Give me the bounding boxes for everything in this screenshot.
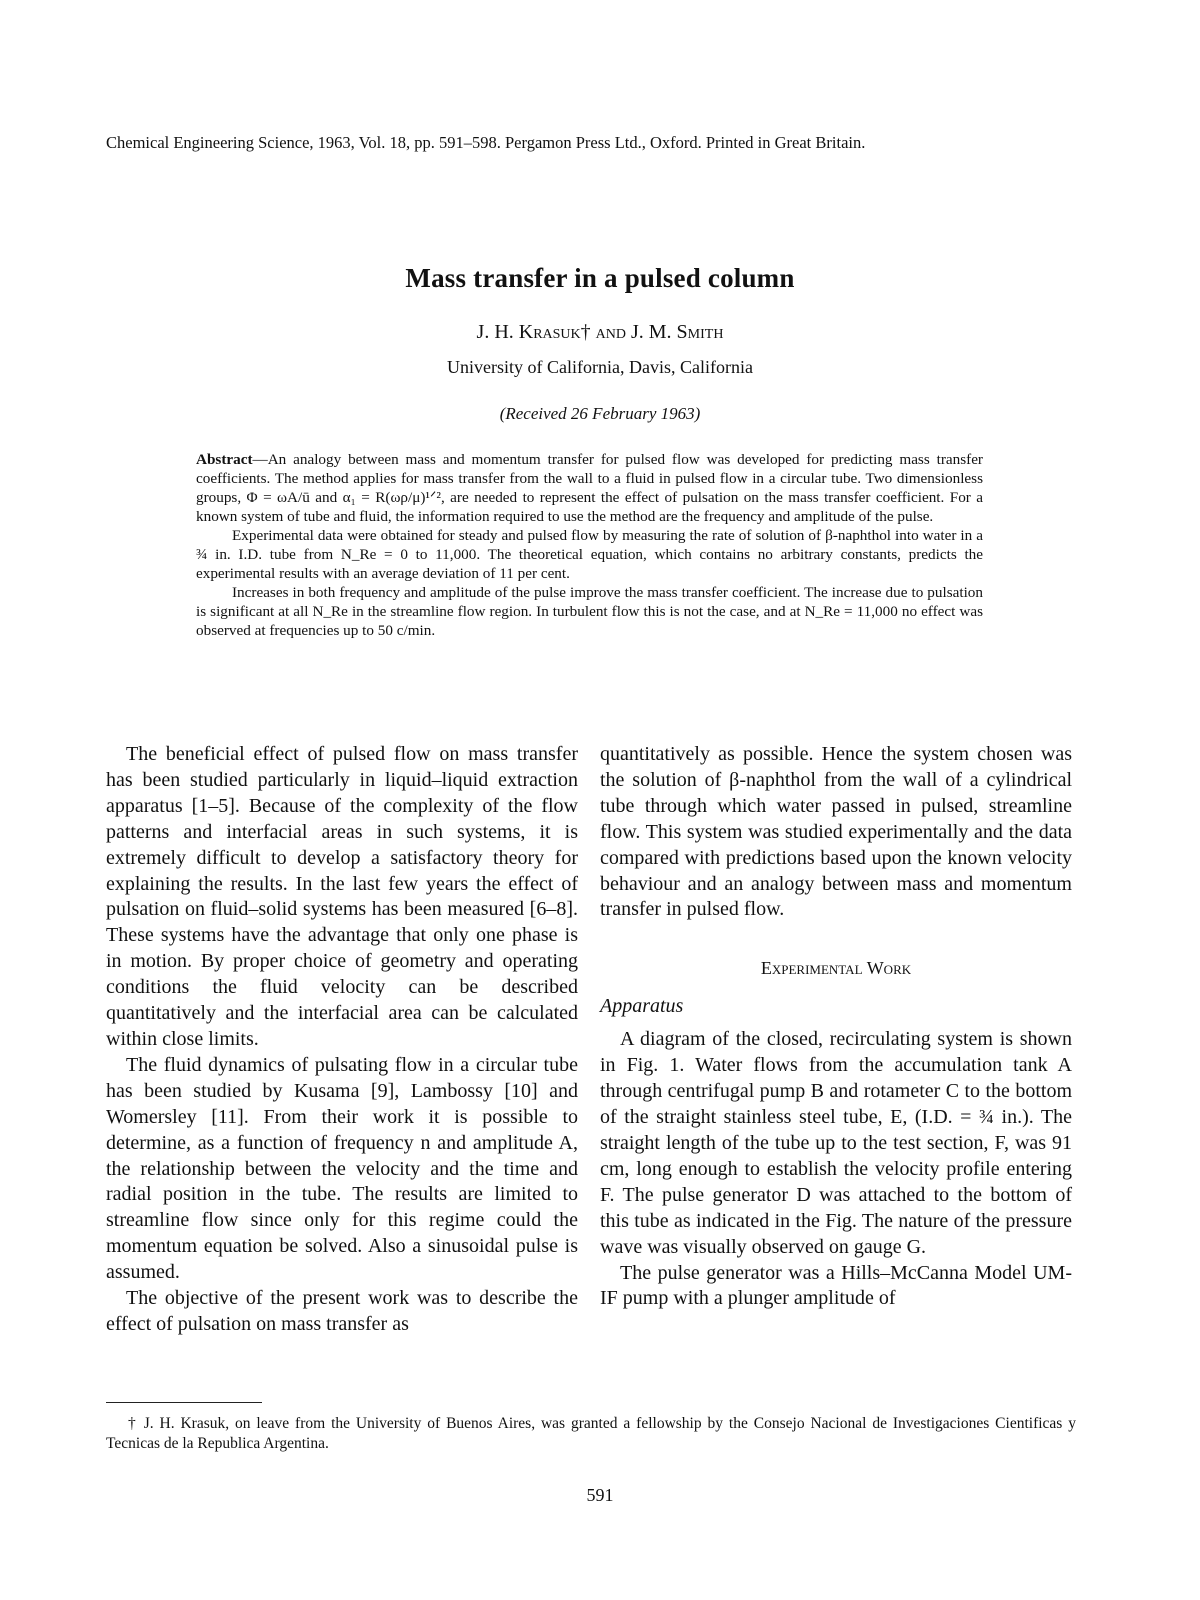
paper-title: Mass transfer in a pulsed column	[405, 263, 795, 293]
body-paragraph: The objective of the present work was to describe the effect of pulsation on mass transfer as	[106, 1287, 578, 1335]
left-column	[106, 742, 578, 1338]
authors: J. H. Krasuk† and J. M. Smith	[476, 321, 724, 343]
affiliation: University of California, Davis, California	[447, 357, 753, 377]
body-paragraph: A diagram of the closed, recirculating system is shown in Fig. 1. Water flows from the accumulation tank A through centrifugal pump B and rotameter C to the bottom of the straight stainless steel tube, E, (I.D. = ¾ in.). The straight length of the tube up to the test section, F, was 91 cm, long enough to establish the velocity profile entering F. The pulse generator D was attached to the bottom of this tube as indicated in the Fig. The nature of the pressure wave was visually observed on gauge G.	[600, 1028, 1072, 1258]
received-date: (Received 26 February 1963)	[499, 404, 701, 423]
subsection-heading: Apparatus	[600, 995, 684, 1018]
right-column	[600, 742, 1072, 1312]
abstract-paragraph-2: Experimental data were obtained for steady and pulsed flow by measuring the rate of solution of β-naphthol into water in a ¾ in. I.D. tube from N_Re = 0 to 11,000. The theoretical equation, which contains no arbitrary constants, predicts the experimental results with an average deviation of 11 per cent.	[196, 527, 983, 582]
abstract	[196, 450, 983, 640]
footnote-rule	[106, 1402, 262, 1403]
abstract-paragraph-3: Increases in both frequency and amplitude of the pulse improve the mass transfer coefficient. The increase due to pulsation is significant at all N_Re in the streamline flow region. In turbulent flow this is not the case, and at N_Re = 11,000 no effect was observed at frequencies up to 50 c/min.	[196, 584, 983, 639]
journal-citation: Chemical Engineering Science, 1963, Vol. 18, pp. 591–598. Pergamon Press Ltd., Oxford. Printed in Great Britain.	[106, 133, 866, 152]
footnote-text: † J. H. Krasuk, on leave from the University of Buenos Aires, was granted a fellowship by the Consejo Nacional de Investigaciones Cientificas y Tecnicas de la Republica Argentina.	[106, 1415, 1076, 1452]
body-paragraph: The pulse generator was a Hills–McCanna Model UM-IF pump with a plunger amplitude of	[600, 1261, 1072, 1310]
abstract-label: Abstract	[196, 451, 253, 468]
body-paragraph: quantitatively as possible. Hence the system chosen was the solution of β-naphthol from the wall of a cylindrical tube through which water passed in pulsed, streamline flow. This system was studied experimentally and the data compared with predictions based upon the known velocity behaviour and an analogy between mass and momentum transfer in pulsed flow.	[600, 743, 1072, 921]
section-heading: Experimental Work	[760, 958, 912, 979]
body-paragraph: The beneficial effect of pulsed flow on mass transfer has been studied particularly in liquid–liquid extraction apparatus [1–5]. Because of the complexity of the flow patterns and interfacial areas in such systems, it is extremely difficult to develop a satisfactory theory for explaining the results. In the last few years the effect of pulsation on fluid–solid systems has been measured [6–8]. These systems have the advantage that only one phase is in motion. By proper choice of geometry and operating conditions the fluid velocity can be described quantitatively and the interfacial area can be calculated within close limits.	[106, 743, 578, 1050]
footnote	[106, 1414, 1076, 1454]
abstract-paragraph-1: Abstract—An analogy between mass and momentum transfer for pulsed flow was developed for predicting mass transfer coefficients. The method applies for mass transfer from the wall to a fluid in pulsed flow in a circular tube. Two dimensionless groups, Φ = ωA/ū and α₁ = R(ωρ/μ)¹ᐟ², are needed to represent the effect of pulsation on the mass transfer coefficient. For a known system of tube and fluid, the information required to use the method are the frequency and amplitude of the pulse.	[196, 451, 983, 525]
body-paragraph: The fluid dynamics of pulsating flow in a circular tube has been studied by Kusama [9], Lambossy [10] and Womersley [11]. From their work it is possible to determine, as a function of frequency n and amplitude A, the relationship between the velocity and the time and radial position in the tube. The results are limited to streamline flow since only for this regime could the momentum equation be solved. Also a sinusoidal pulse is assumed.	[106, 1053, 578, 1284]
page-number: 591	[586, 1485, 614, 1505]
